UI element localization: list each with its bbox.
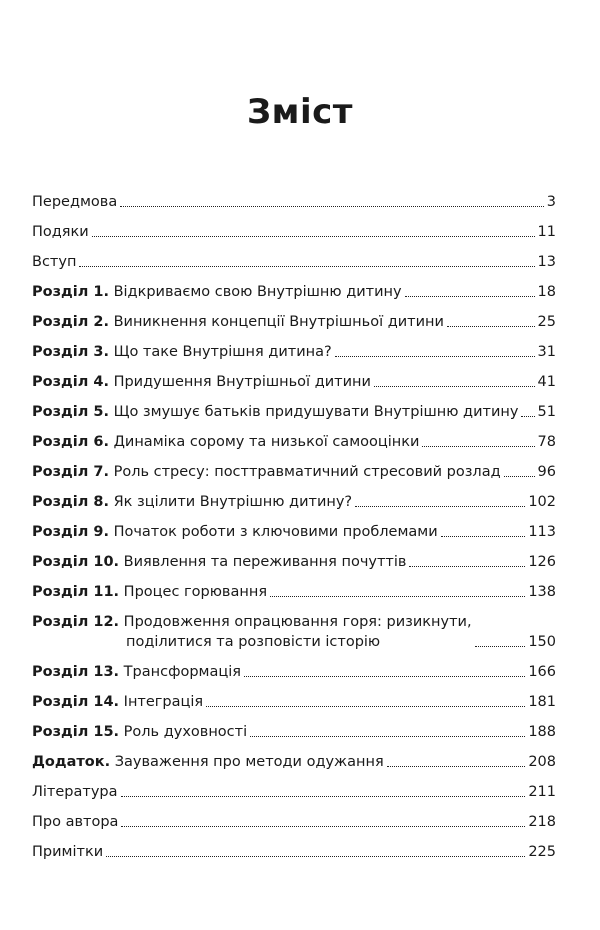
toc-entry-chapter-13[interactable] xyxy=(32,653,556,683)
dot-leader xyxy=(405,296,535,297)
toc-page-number: 3 xyxy=(546,194,556,210)
toc-entry-label xyxy=(32,662,241,682)
toc-entry-label xyxy=(32,342,332,362)
toc-entry-label xyxy=(32,402,518,422)
toc-entry-label xyxy=(32,722,247,742)
toc-entry-title: Виникнення концепції Внутрішньої дитини xyxy=(113,314,444,330)
toc-entry-prefix: Розділ 7. xyxy=(32,464,109,480)
toc-entry-chapter-14[interactable] xyxy=(32,683,556,713)
toc-entry-title: Продовження опрацювання горя: ризикнути, xyxy=(123,614,472,630)
toc-entry-label xyxy=(32,432,419,452)
toc-entry-chapter-11[interactable] xyxy=(32,573,556,603)
toc-entry-chapter-8[interactable] xyxy=(32,483,556,513)
toc-entry-title: Трансформація xyxy=(123,664,241,680)
toc-entry-title: Що змушує батьків придушувати Внутрішню дитину xyxy=(113,404,519,420)
toc-entry-prefix: Розділ 15. xyxy=(32,724,120,740)
toc-entry-chapter-2[interactable] xyxy=(32,303,556,333)
toc-entry-prefix: Розділ 4. xyxy=(32,374,109,390)
toc-entry-prefix: Розділ 9. xyxy=(32,524,109,540)
dot-leader xyxy=(422,446,534,447)
toc-entry-title: Процес горювання xyxy=(123,584,268,600)
toc-page-number: 138 xyxy=(528,584,556,600)
toc-entry-title: Придушення Внутрішньої дитини xyxy=(113,374,371,390)
toc-entry-title: Роль духовності xyxy=(123,724,248,740)
toc-page-number: 150 xyxy=(528,634,556,650)
toc-page-number: 211 xyxy=(528,784,556,800)
toc-page-number: 31 xyxy=(537,344,556,360)
dot-leader xyxy=(374,386,535,387)
dot-leader xyxy=(441,536,526,537)
toc-entry-chapter-5[interactable] xyxy=(32,393,556,423)
dot-leader xyxy=(106,856,525,857)
dot-leader xyxy=(521,416,534,417)
toc-entry-prefix: Розділ 11. xyxy=(32,584,120,600)
toc-entry-label xyxy=(32,692,203,712)
toc-entry-title: Виявлення та переживання почуттів xyxy=(123,554,407,570)
toc-entry-title: Подяки xyxy=(32,224,89,240)
toc-entry-chapter-4[interactable] xyxy=(32,363,556,393)
dot-leader xyxy=(447,326,535,327)
toc-entry-about-author[interactable] xyxy=(32,803,556,833)
toc-entry-appendix[interactable] xyxy=(32,743,556,773)
toc-entry-title: Початок роботи з ключовими проблемами xyxy=(113,524,438,540)
dot-leader xyxy=(270,596,525,597)
toc-entry-label xyxy=(32,612,472,652)
toc-entry-title: Що таке Внутрішня дитина? xyxy=(113,344,332,360)
toc-entry-chapter-7[interactable] xyxy=(32,453,556,483)
toc-entry-title: Інтеграція xyxy=(123,694,204,710)
dot-leader xyxy=(335,356,535,357)
toc-entry-prefix: Розділ 1. xyxy=(32,284,109,300)
dot-leader xyxy=(121,796,526,797)
dot-leader xyxy=(355,506,525,507)
toc-entry-title: Відкриваємо свою Внутрішню дитину xyxy=(113,284,402,300)
toc-entry-title: Вступ xyxy=(32,254,77,270)
toc-page-number: 225 xyxy=(528,844,556,860)
dot-leader xyxy=(504,476,535,477)
toc-entry-acknowledgments[interactable] xyxy=(32,213,556,243)
toc-entry-label xyxy=(32,312,444,332)
toc-page-number: 13 xyxy=(537,254,556,270)
toc-page-number: 218 xyxy=(528,814,556,830)
toc-entry-title-continued: поділитися та розповісти історію xyxy=(126,634,381,650)
toc-entry-chapter-1[interactable] xyxy=(32,273,556,303)
toc-entry-chapter-12[interactable] xyxy=(32,603,556,653)
toc-entry-chapter-9[interactable] xyxy=(32,513,556,543)
dot-leader xyxy=(409,566,525,567)
toc-entry-title: Зауваження про методи одужання xyxy=(114,754,384,770)
toc-entry-prefix: Розділ 6. xyxy=(32,434,109,450)
toc-page-number: 11 xyxy=(537,224,556,240)
toc-entry-introduction[interactable] xyxy=(32,243,556,273)
toc-entry-label xyxy=(32,372,371,392)
toc-entry-chapter-6[interactable] xyxy=(32,423,556,453)
toc-entry-label xyxy=(32,462,501,482)
toc-entry-label xyxy=(32,492,352,512)
toc-entry-chapter-10[interactable] xyxy=(32,543,556,573)
toc-entry-foreword[interactable] xyxy=(32,183,556,213)
toc-page-number: 102 xyxy=(528,494,556,510)
dot-leader xyxy=(387,766,526,767)
toc-entry-prefix: Розділ 2. xyxy=(32,314,109,330)
dot-leader xyxy=(206,706,525,707)
toc-entry-prefix: Розділ 8. xyxy=(32,494,109,510)
toc-page-number: 181 xyxy=(528,694,556,710)
dot-leader xyxy=(92,236,535,237)
toc-entry-label xyxy=(32,752,384,772)
toc-page-number: 208 xyxy=(528,754,556,770)
toc-page-number: 166 xyxy=(528,664,556,680)
table-of-contents xyxy=(32,183,556,863)
toc-entry-chapter-15[interactable] xyxy=(32,713,556,743)
dot-leader xyxy=(475,646,526,647)
toc-entry-title: Передмова xyxy=(32,194,118,210)
toc-entry-prefix: Додаток. xyxy=(32,754,111,770)
dot-leader xyxy=(244,676,525,677)
toc-entry-prefix: Розділ 12. xyxy=(32,614,120,630)
dot-leader xyxy=(250,736,525,737)
toc-entry-title: Примітки xyxy=(32,844,104,860)
toc-page-number: 126 xyxy=(528,554,556,570)
toc-entry-notes[interactable] xyxy=(32,833,556,863)
toc-entry-title: Динаміка сорому та низької самооцінки xyxy=(113,434,420,450)
toc-entry-label xyxy=(32,522,438,542)
toc-entry-chapter-3[interactable] xyxy=(32,333,556,363)
toc-page-number: 78 xyxy=(537,434,556,450)
toc-page-number: 113 xyxy=(528,524,556,540)
dot-leader xyxy=(120,206,544,207)
toc-entry-label xyxy=(32,582,267,602)
dot-leader xyxy=(121,826,525,827)
toc-page-number: 96 xyxy=(537,464,556,480)
toc-entry-title: Про автора xyxy=(32,814,119,830)
toc-page-number: 41 xyxy=(537,374,556,390)
toc-page-number: 188 xyxy=(528,724,556,740)
toc-entry-title: Література xyxy=(32,784,118,800)
toc-entry-label xyxy=(32,552,406,572)
toc-entry-prefix: Розділ 10. xyxy=(32,554,120,570)
toc-entry-prefix: Розділ 5. xyxy=(32,404,109,420)
toc-entry-prefix: Розділ 14. xyxy=(32,694,120,710)
toc-page-number: 18 xyxy=(537,284,556,300)
toc-entry-label xyxy=(32,282,402,302)
toc-page-number: 25 xyxy=(537,314,556,330)
toc-entry-title: Як зцілити Внутрішню дитину? xyxy=(113,494,353,510)
page-title: Зміст xyxy=(247,92,353,132)
toc-entry-prefix: Розділ 13. xyxy=(32,664,120,680)
dot-leader xyxy=(79,266,534,267)
toc-entry-title: Роль стресу: посттравматичний стресовий розлад xyxy=(113,464,501,480)
toc-entry-literature[interactable] xyxy=(32,773,556,803)
toc-page-number: 51 xyxy=(537,404,556,420)
toc-entry-prefix: Розділ 3. xyxy=(32,344,109,360)
toc-entry-first-line xyxy=(32,612,472,632)
